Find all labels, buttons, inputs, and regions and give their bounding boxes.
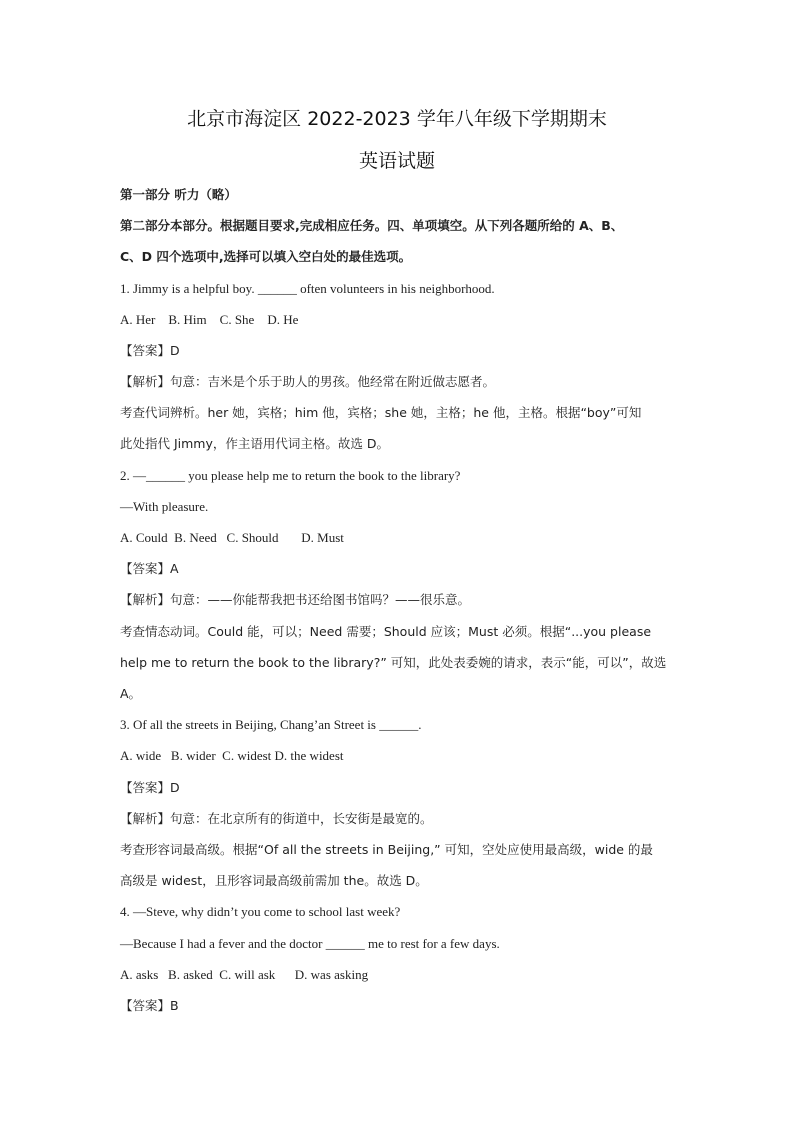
question-text: 3. Of all the streets in Beijing, Chang’an Street is ______. (120, 717, 422, 732)
analysis-line: 考查代词辨析。her 她，宾格；him 他，宾格；she 她，主格；he 他，主格。根据“boy”可知 (120, 405, 642, 420)
instruction-line: C、D 四个选项中,选择可以填入空白处的最佳选项。 (120, 249, 412, 264)
question-text: —Because I had a fever and the doctor ______ me to rest for a few days. (120, 936, 500, 951)
answer-line: 【答案】D (120, 343, 180, 358)
analysis-line: 此处指代 Jimmy，作主语用代词主格。故选 D。 (120, 436, 389, 451)
question-text: 2. —______ you please help me to return the book to the library? (120, 468, 461, 483)
analysis-line: 【解析】句意：在北京所有的街道中，长安街是最宽的。 (120, 811, 433, 826)
answer-line: 【答案】B (120, 998, 179, 1013)
question-text: 4. —Steve, why didn’t you come to school last week? (120, 904, 401, 919)
question-options: A. Her B. Him C. She D. He (120, 312, 299, 327)
analysis-line: 考查形容词最高级。根据“Of all the streets in Beijing,” 可知，空处应使用最高级，wide 的最 (120, 842, 653, 857)
question-options: A. Could B. Need C. Should D. Must (120, 530, 344, 545)
page-subtitle: 英语试题 (358, 150, 435, 172)
section-heading: 第一部分 听力（略） (120, 187, 237, 202)
page-title: 北京市海淀区 2022-2023 学年八年级下学期期末 (187, 108, 607, 130)
question-text: —With pleasure. (120, 499, 209, 514)
question-text: 1. Jimmy is a helpful boy. ______ often volunteers in his neighborhood. (120, 281, 495, 296)
analysis-line: 【解析】句意：——你能帮我把书还给图书馆吗？——很乐意。 (120, 592, 471, 607)
analysis-line: A。 (120, 686, 142, 701)
answer-line: 【答案】D (120, 780, 180, 795)
instruction-line: 第二部分本部分。根据题目要求,完成相应任务。四、单项填空。从下列各题所给的 A、B、 (120, 218, 624, 233)
analysis-line: 【解析】句意：吉米是个乐于助人的男孩。他经常在附近做志愿者。 (120, 374, 496, 389)
analysis-line: 高级是 widest，且形容词最高级前需加 the。故选 D。 (120, 873, 428, 888)
answer-line: 【答案】A (120, 561, 179, 576)
question-options: A. asks B. asked C. will ask D. was asking (120, 967, 369, 982)
analysis-line: 考查情态动词。Could 能，可以；Need 需要；Should 应该；Must 必须。根据“...you please (120, 624, 652, 639)
analysis-line: help me to return the book to the library?” 可知，此处表委婉的请求，表示“能，可以”，故选 (120, 655, 667, 670)
question-options: A. wide B. wider C. widest D. the widest (120, 748, 344, 763)
